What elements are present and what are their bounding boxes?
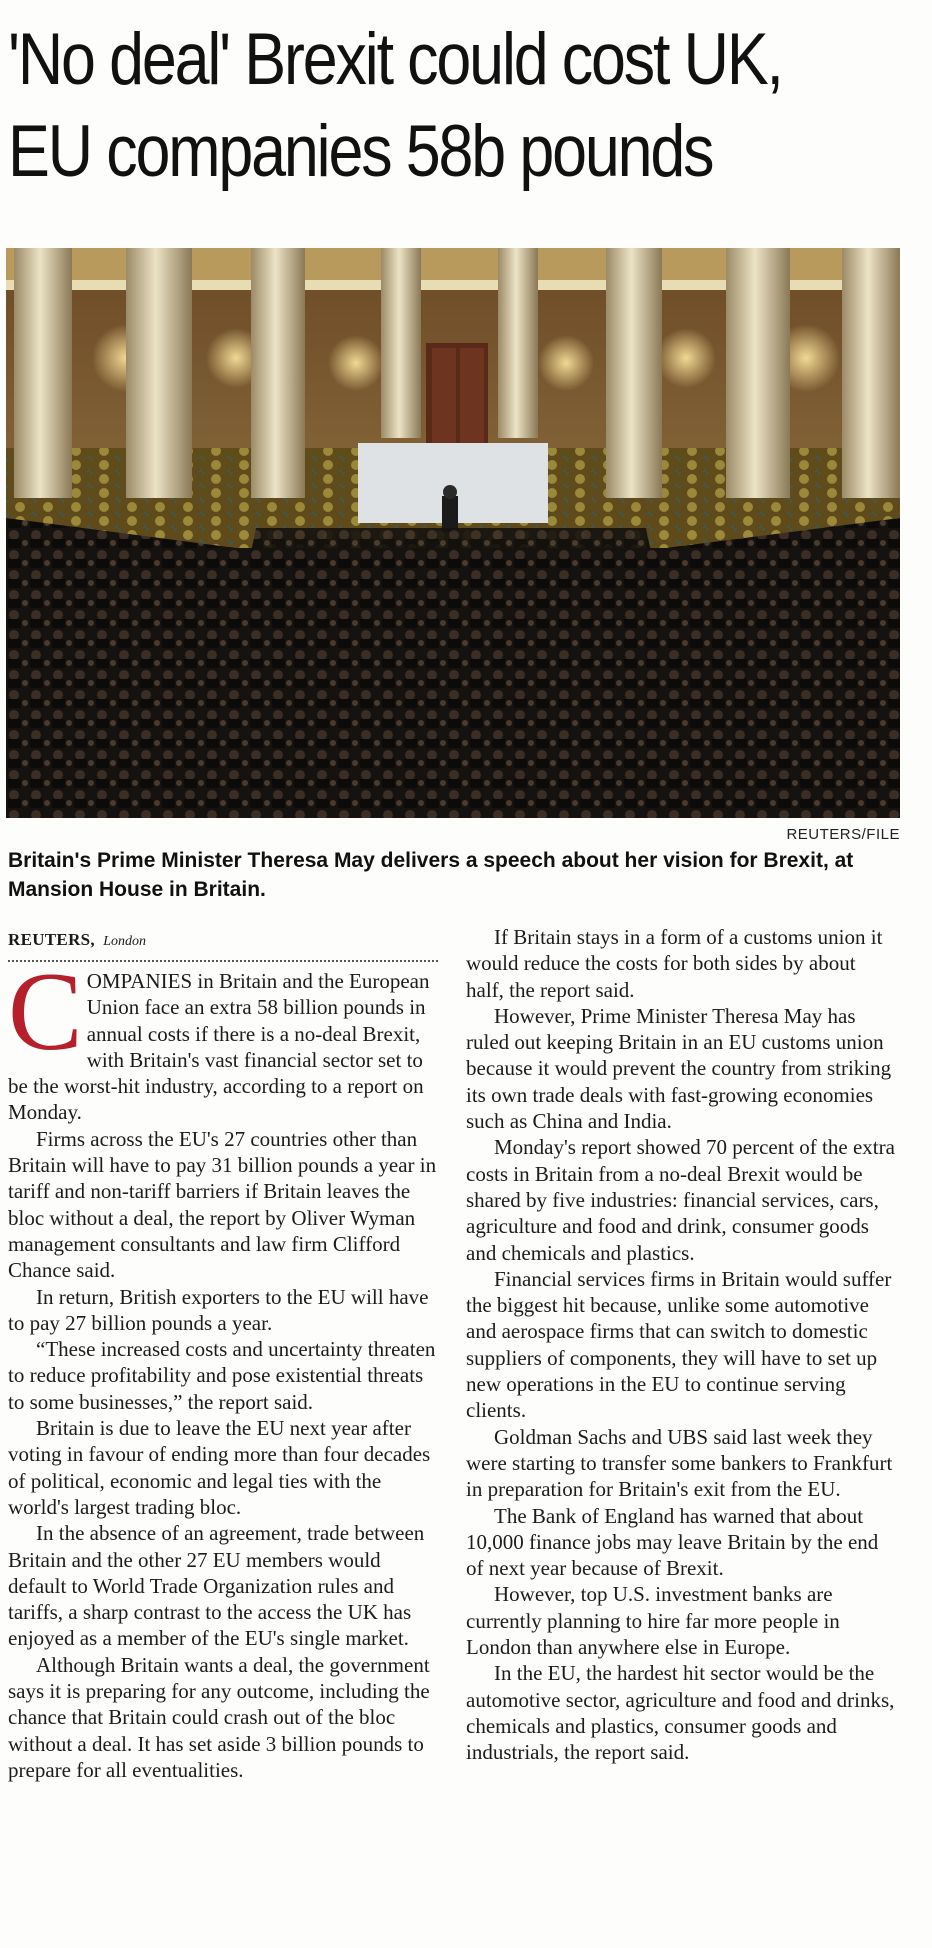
paragraph: The Bank of England has warned that about 10,000 finance jobs may leave Britain by the end of next year because of Brexit. (466, 1503, 879, 1581)
news-photo (6, 248, 900, 818)
paragraph: Monday's report showed 70 percent of the extra costs in Britain from a no-deal Brexit would be shared by five industries: financial services, cars, agriculture and food and drink, consumer goods and chemicals and plastics. (466, 1135, 895, 1265)
headline-line-1: 'No deal' Brexit could cost UK, (8, 19, 782, 100)
mansion-house-hall-illustration (6, 248, 900, 818)
paragraph: However, top U.S. investment banks are currently planning to hire far more people in London than anywhere else in Europe. (466, 1582, 840, 1660)
photo-caption: Britain's Prime Minister Theresa May delivers a speech about her vision for Brexit, at Mansion House in Britain. (8, 849, 854, 901)
photo-credit: REUTERS/FILE (786, 826, 900, 843)
article-column-right (466, 924, 898, 1766)
paragraph: In the absence of an agreement, trade between Britain and the other 27 EU members would default to World Trade Organization rules and tariffs, a sharp contrast to the access the UK has enjoyed as a member of the EU's single market. (8, 1521, 425, 1651)
article-column-left (8, 950, 440, 1783)
lead-text: OMPANIES in Britain and the European Union face an extra 58 billion pounds in annual costs if there is a no-deal Brexit, with Britain's vast financial sector set to be the worst-hit industry, according to a report on Monday. (8, 969, 430, 1125)
paragraph: Goldman Sachs and UBS said last week they were starting to transfer some bankers to Frankfurt in preparation for Britain's exit from the EU. (466, 1424, 893, 1502)
headline-line-2: EU companies 58b pounds (8, 111, 713, 192)
drop-cap: C (8, 950, 83, 1074)
paragraph: However, Prime Minister Theresa May has ruled out keeping Britain in an EU customs union because it would prevent the country from striking its own trade deals with fast-growing economies such as China and India. (466, 1003, 892, 1134)
paragraph: In return, British exporters to the EU will have to pay 27 billion pounds a year. (8, 1284, 429, 1335)
byline (8, 930, 146, 950)
paragraph: Although Britain wants a deal, the government says it is preparing for any outcome, including the chance that Britain could crash out of the bloc without a deal. It has set aside 3 billion pounds to prepare for all eventualities. (8, 1652, 430, 1782)
byline-agency: REUTERS, (8, 930, 95, 949)
byline-city: London (103, 934, 146, 949)
paragraph: Firms across the EU's 27 countries other than Britain will have to pay 31 billion pounds a year in tariff and non-tariff barriers if Britain leaves the bloc without a deal, the report by Oliver Wyman management consultants and law firm Clifford Chance said. (8, 1126, 437, 1283)
paragraph: In the EU, the hardest hit sector would be the automotive sector, agriculture and food and drinks, chemicals and plastics, consumer goods and industrials, the report said. (466, 1661, 895, 1765)
headline (8, 14, 792, 198)
paragraph: If Britain stays in a form of a customs union it would reduce the costs for both sides by about half, the report said. (466, 925, 883, 1002)
paragraph: Financial services firms in Britain would suffer the biggest hit because, unlike some automotive and aerospace firms that can switch to domestic suppliers of components, they will have to set up new operations in the EU to continue serving clients. (466, 1266, 892, 1423)
lead-paragraph (8, 950, 440, 1126)
paragraph: “These increased costs and uncertainty threaten to reduce profitability and pose existential threats to some businesses,” the report said. (8, 1337, 436, 1414)
paragraph: Britain is due to leave the EU next year after voting in favour of ending more than four decades of political, economic and legal ties with the world's largest trading bloc. (8, 1416, 431, 1519)
